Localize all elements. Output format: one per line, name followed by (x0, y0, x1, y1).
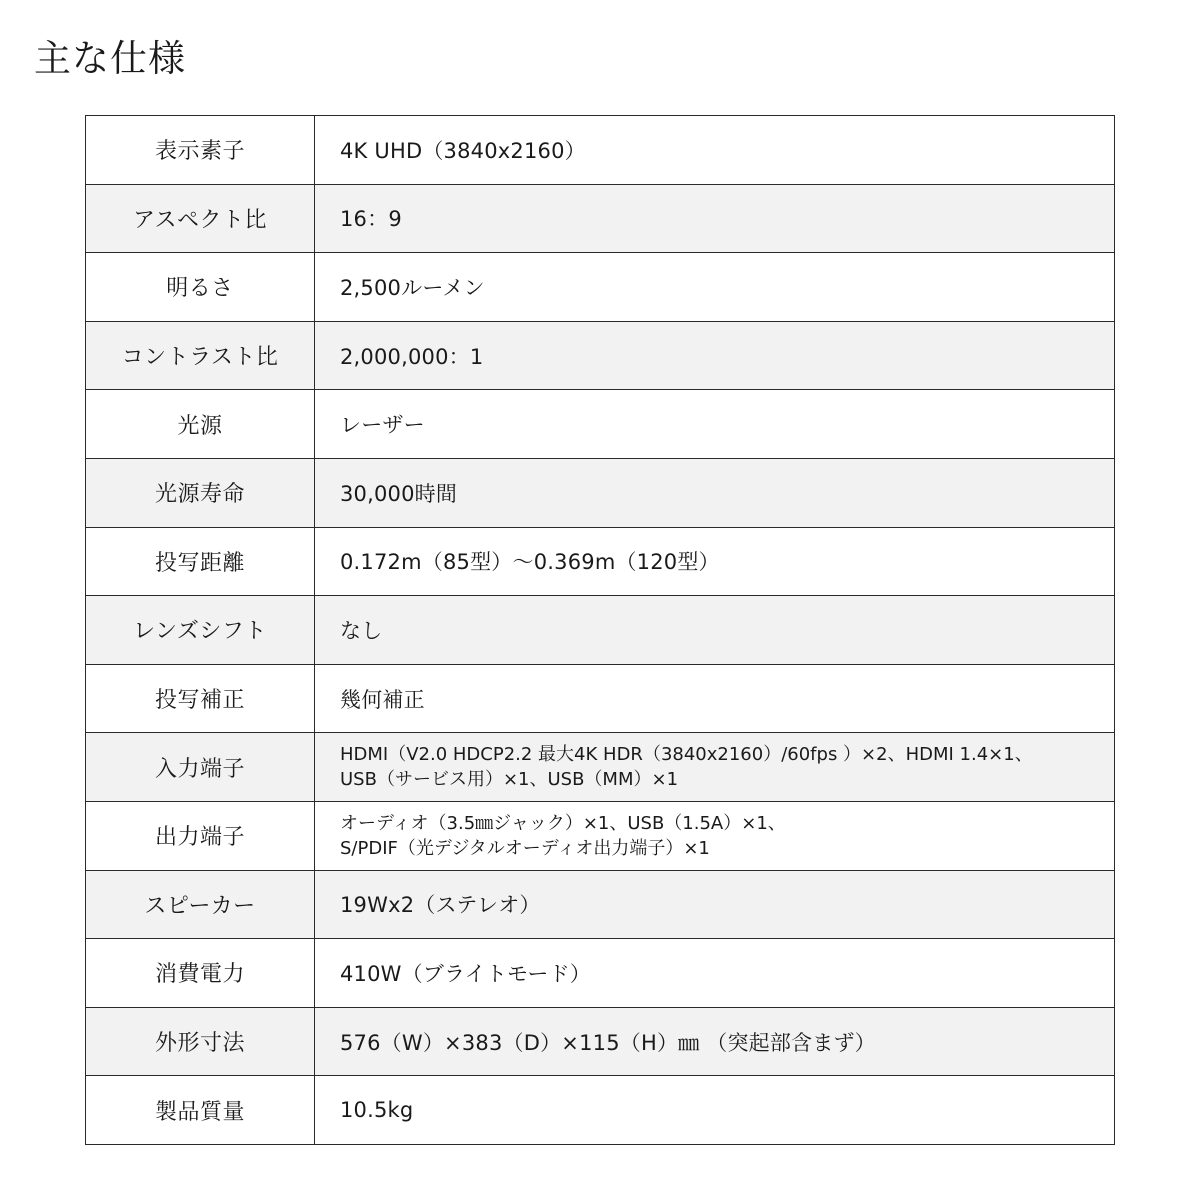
spec-row (86, 733, 1115, 802)
spec-value-line: 4K UHD（3840x2160） (340, 138, 586, 163)
spec-label: アスペクト比 (86, 184, 315, 253)
spec-value-line: 2,000,000：1 (340, 344, 484, 369)
spec-value-line: 410W（ブライトモード） (340, 961, 591, 986)
spec-value (315, 184, 1115, 253)
spec-row (86, 939, 1115, 1008)
spec-table-body (86, 116, 1115, 1145)
spec-value (315, 458, 1115, 527)
spec-row (86, 1007, 1115, 1076)
spec-value-line: レーザー (340, 413, 425, 438)
spec-label: コントラスト比 (86, 321, 315, 390)
spec-value (315, 870, 1115, 939)
spec-row (86, 527, 1115, 596)
spec-value (315, 939, 1115, 1008)
spec-value-line: USB（サービス用）×1、USB（MM）×1 (340, 769, 679, 791)
spec-value (315, 1076, 1115, 1145)
spec-value-line: オーディオ（3.5㎜ジャック）×1、USB（1.5A）×1、 (340, 812, 786, 834)
spec-value-line: 19Wx2（ステレオ） (340, 893, 541, 918)
spec-label: 入力端子 (86, 733, 315, 802)
spec-label: 製品質量 (86, 1076, 315, 1145)
spec-value (315, 321, 1115, 390)
spec-value-line: なし (340, 618, 383, 643)
spec-value (315, 390, 1115, 459)
spec-value-line: HDMI（V2.0 HDCP2.2 最大4K HDR（3840x2160）/60fps ）×2、HDMI 1.4×1、 (340, 744, 1033, 766)
spec-row (86, 870, 1115, 939)
spec-value-line: 0.172m（85型）～0.369m（120型） (340, 550, 720, 575)
spec-row (86, 596, 1115, 665)
spec-value (315, 733, 1115, 802)
spec-row (86, 390, 1115, 459)
spec-label: 明るさ (86, 253, 315, 322)
spec-value-line: 10.5kg (340, 1098, 414, 1123)
spec-label: 消費電力 (86, 939, 315, 1008)
spec-label: スピーカー (86, 870, 315, 939)
spec-label: 光源寿命 (86, 458, 315, 527)
spec-value-line: 16：9 (340, 207, 402, 232)
spec-value (315, 1007, 1115, 1076)
spec-row (86, 664, 1115, 733)
spec-label: レンズシフト (86, 596, 315, 665)
spec-value (315, 253, 1115, 322)
spec-row (86, 458, 1115, 527)
spec-value (315, 596, 1115, 665)
spec-label: 外形寸法 (86, 1007, 315, 1076)
spec-value-line: 幾何補正 (340, 687, 425, 712)
spec-label: 表示素子 (86, 116, 315, 185)
page-title: 主な仕様 (34, 37, 186, 80)
spec-row (86, 253, 1115, 322)
spec-row (86, 184, 1115, 253)
spec-value (315, 527, 1115, 596)
spec-value-line: 30,000時間 (340, 481, 458, 506)
spec-label: 光源 (86, 390, 315, 459)
spec-row (86, 801, 1115, 870)
spec-label: 投写距離 (86, 527, 315, 596)
spec-label: 出力端子 (86, 801, 315, 870)
spec-row (86, 321, 1115, 390)
spec-value-line: S/PDIF（光デジタルオーディオ出力端子）×1 (340, 837, 710, 859)
spec-value (315, 116, 1115, 185)
spec-value-line: 2,500ルーメン (340, 275, 485, 300)
spec-value (315, 801, 1115, 870)
spec-value-line: 576（W）×383（D）×115（H）㎜ （突起部含まず） (340, 1030, 876, 1055)
spec-row (86, 1076, 1115, 1145)
spec-label: 投写補正 (86, 664, 315, 733)
spec-value (315, 664, 1115, 733)
spec-row (86, 116, 1115, 185)
spec-table (85, 115, 1115, 1145)
